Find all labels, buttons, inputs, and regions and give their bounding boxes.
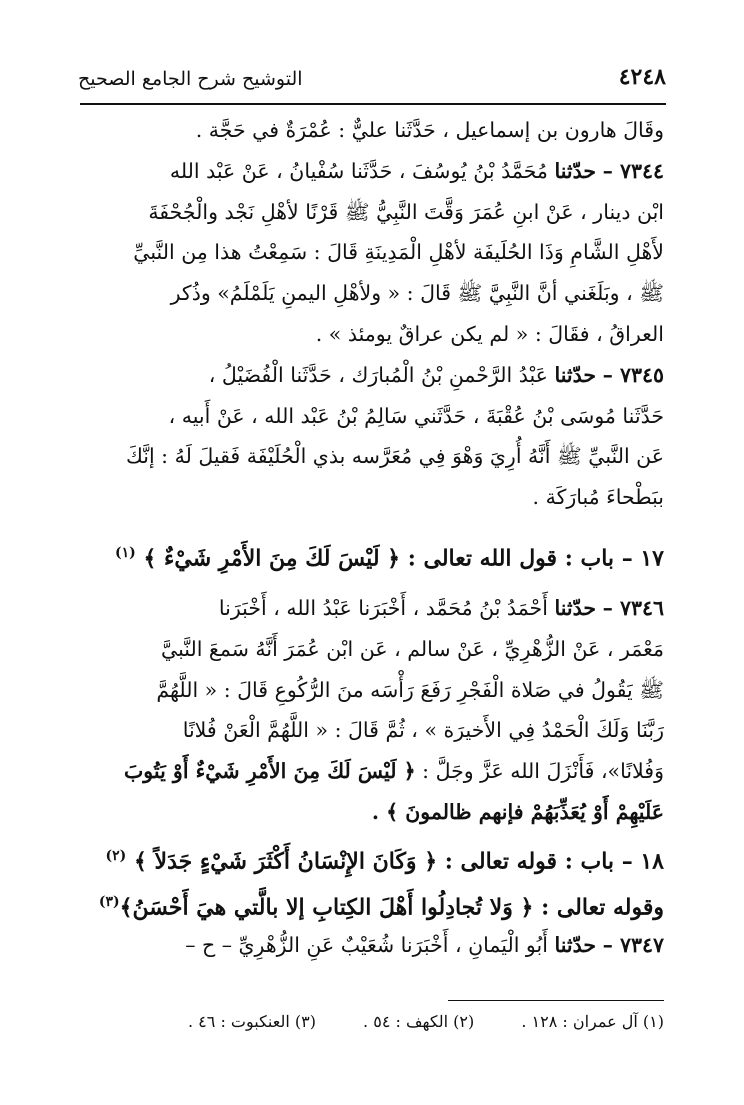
running-title: التوشيح شرح الجامع الصحيح [78,68,303,90]
text-line: العراقُ ، فقَالَ : « لم يكن عراقٌ يومئذ » . [315,321,664,346]
spacer [76,576,664,588]
page-header [78,60,666,100]
page-number: ٤٢٤٨ [618,64,666,90]
text-line: مَعْمَر ، عَنْ الزُّهْرِيِّ ، عَنْ سالم ، عَن ابْن عُمَرَ أَنَّهُ سَمعَ النَّبيَّ [161,636,664,661]
text-line: حَدَّثَنا مُوسَى بْنُ عُقْبَةَ ، حَدَّثَني سَالِمُ بْنُ عَبْد الله ، عَنْ أَبيه ، [168,403,664,428]
quran-verse: ﴿ لَيْسَ لَكَ مِنَ الأَمْرِ شَيْءٌ أَوْ يَتُوبَ [124,759,416,784]
footnote-3: (٣) العنكبوت : ٤٦ . [188,1012,316,1031]
footnote-2: (٢) الكهف : ٥٤ . [363,1012,475,1031]
footnote-marker: (٢) [105,847,127,864]
text-line: وقَالَ هارون بن إسماعيل ، حَدَّثَنا عليٌّ : عُمْرَةٌ في حَجَّة . [195,118,664,142]
text-line: ابْن دينار ، عَنْ ابنِ عُمَرَ وَقَّتَ النَّبِيُّ ﷺ قَرْنًا لأهْلِ نَجْد والْجُحْفَةَ [148,199,664,224]
text-line: وَفُلانًا»، فَأَنْزَلَ الله عَزَّ وجَلَّ : ﴿ لَيْسَ لَكَ مِنَ الأَمْرِ شَيْءٌ أَوْ يَتُوبَ [124,759,664,784]
hadith-number: ٧٣٤٤ – [602,158,664,183]
footnotes [80,1012,664,1031]
narration-lead: حدّثنا [554,932,597,957]
hadith-number: ٧٣٤٥ – [602,362,664,387]
hadith-7345-line: ٧٣٤٥ – حدّثنا عَبْدُ الرَّحْمنِ بْنُ الْمُبارَك ، حَدَّثَنا الْفُضَيْلُ ، [208,362,664,387]
chapter-18-second-verse: وقوله تعالى : ﴿ وَلا تُجادِلُوا أَهْلَ الكِتابِ إلا بالَّتي هيَ أَحْسَنُ﴾$^{(٣)}$ [98,893,664,921]
text-line: ﷺ ، وبَلَغَني أنَّ النَّبِيَّ ﷺ قَالَ : « ولأهْلِ اليمنِ يَلَمْلَمُ» وذُكر [170,281,664,306]
footnote-divider [448,1000,664,1001]
text-line: لأَهْلِ الشَّامِ وَذَا الحُلَيفَة لأهْلِ الْمَدِينَةِ قَالَ : سَمِعْتُ هذا مِن النَّبيِّ [133,240,664,265]
text-line: رَبَّنَا وَلَكَ الْحَمْدُ فِي الأَخيرَة » ، ثُمَّ قَالَ : « اللَّهُمَّ الْعَنْ فُلانًا [182,718,664,743]
chapter-18-heading: ١٨ – باب : قوله تعالى : ﴿ وَكَانَ الإِنْسَانُ أَكْثَرَ شَيْءٍ جَدَلاً ﴾ $^{(٢)}$ [105,847,664,875]
main-text [76,110,664,966]
text-line: ﷺ يَقُولُ في صَلاة الْفَجْرِ رَفَعَ رَأْسَه منَ الرُّكُوعِ قَالَ : « اللَّهُمَّ [156,677,664,702]
narration-lead: حدّثنا [554,158,597,183]
text-line: عَن النَّبيِّ ﷺ أَنَّهُ أُرِيَ وَهْوَ فِي مُعَرَّسه بذي الْحُلَيْفَة فَقيلَ لَهُ : إنَّكَ [125,444,664,469]
header-divider [80,103,666,105]
hadith-7347-line: ٧٣٤٧ – حدّثنا أَبُو الْيَمانِ ، أَخْبَرَنا شُعَيْبٌ عَنِ الزُّهْرِيِّ – ح – [185,932,664,957]
chapter-17-heading: ١٧ – باب : قول الله تعالى : ﴿ لَيْسَ لَكَ مِنَ الأَمْرِ شَيْءٌ ﴾ $^{(١)}$ [115,544,664,572]
hadith-7346-line: ٧٣٤٦ – حدّثنا أَحْمَدُ بْنُ مُحَمَّد ، أَخْبَرَنا عَبْدُ الله ، أَخْبَرَنا [218,595,664,620]
footnote-1: (١) آل عمران : ١٢٨ . [521,1012,664,1031]
hadith-7344-line: ٧٣٤٤ – حدّثنا مُحَمَّدُ بْنُ يُوسُفَ ، حَدَّثَنا سُفْيانُ ، عَنْ عَبْد الله [169,158,664,183]
footnote-marker: (٣) [98,893,120,910]
footnote-marker: (١) [115,544,136,561]
hadith-number: ٧٣٤٧ – [602,932,664,957]
narration-lead: حدّثنا [554,362,597,387]
spacer [76,518,664,530]
text-line: ببَطْحاءَ مُبارَكَة . [532,485,664,510]
narration-lead: حدّثنا [554,595,597,620]
hadith-number: ٧٣٤٦ – [602,595,664,620]
quran-verse-line: عَلَيْهِمْ أَوْ يُعَذِّبَهُمْ فإنهم ظالمونَ ﴾ . [371,799,664,824]
